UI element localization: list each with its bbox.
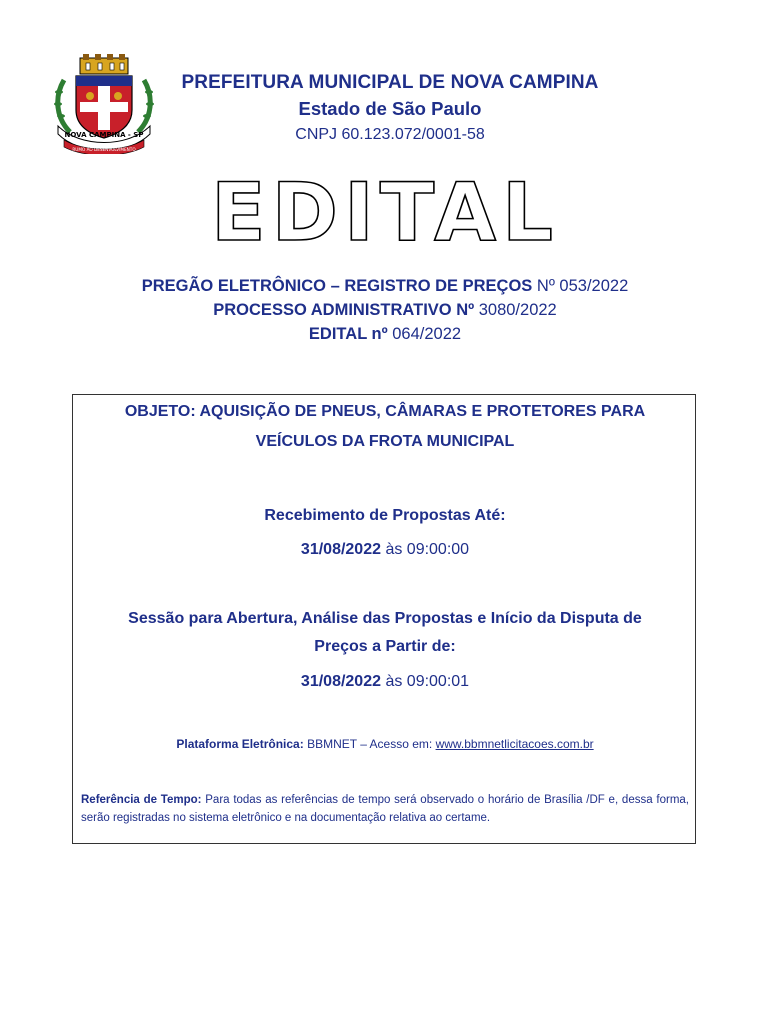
edital-label: EDITAL nº <box>308 325 388 343</box>
pregao-number: Nº 053/2022 <box>532 277 629 295</box>
sessao-block <box>73 605 697 661</box>
municipal-crest-icon <box>50 52 158 154</box>
referencia-tempo <box>81 791 689 827</box>
recebimento-time: às 09:00:00 <box>381 541 470 558</box>
sessao-date: 31/08/2022 <box>300 673 381 690</box>
tempo-text: Para todas as referências de tempo será observado o horário de Brasília /DF e, dessa forma, serão registradas no sistema eletrônico e na documentação relativa ao certame. <box>81 794 689 824</box>
plataforma-line <box>73 735 697 753</box>
objeto-line-2: VEÍCULOS DA FROTA MUNICIPAL <box>255 433 515 450</box>
plataforma-link[interactable]: www.bbmnetlicitacoes.com.br <box>435 737 594 751</box>
sessao-time: às 09:00:01 <box>381 673 470 690</box>
state-name: Estado de São Paulo <box>298 98 482 119</box>
recebimento-label: Recebimento de Propostas Até: <box>264 507 506 524</box>
edital-line <box>0 322 770 346</box>
objeto-block <box>73 397 697 457</box>
sessao-datetime <box>73 669 697 695</box>
document-header <box>0 0 770 160</box>
pregao-label: PREGÃO ELETRÔNICO – REGISTRO DE PREÇOS <box>141 277 533 295</box>
crest-banner-text: RUMO AO DESENVOLVIMENTO <box>72 147 136 152</box>
plataforma-text: BBMNET – Acesso em: <box>303 737 436 751</box>
processo-label: PROCESSO ADMINISTRATIVO Nº <box>213 301 475 319</box>
recebimento-datetime <box>73 537 697 563</box>
pregao-line <box>0 274 770 298</box>
info-box <box>72 394 696 844</box>
processo-line <box>0 298 770 322</box>
edital-number: 064/2022 <box>387 325 462 343</box>
edital-title-text: EDITAL <box>210 172 560 250</box>
objeto-line-1: OBJETO: AQUISIÇÃO DE PNEUS, CÂMARAS E PROTETORES PARA <box>124 403 646 420</box>
cnpj-number: CNPJ 60.123.072/0001-58 <box>295 126 485 143</box>
recebimento-date: 31/08/2022 <box>300 541 381 558</box>
crest-ring-text: NOVA CAMPINA - SP <box>64 131 144 139</box>
edital-title <box>210 172 560 250</box>
tempo-label: Referência de Tempo: <box>81 794 202 806</box>
municipality-title: PREFEITURA MUNICIPAL DE NOVA CAMPINA <box>181 72 599 93</box>
header-text-block <box>170 70 610 148</box>
processo-number: 3080/2022 <box>474 301 557 319</box>
plataforma-label: Plataforma Eletrônica: <box>176 737 304 751</box>
sessao-line-2: Preços a Partir de: <box>314 638 456 655</box>
sessao-line-1: Sessão para Abertura, Análise das Propostas e Início da Disputa de <box>128 610 642 627</box>
process-references <box>0 274 770 346</box>
